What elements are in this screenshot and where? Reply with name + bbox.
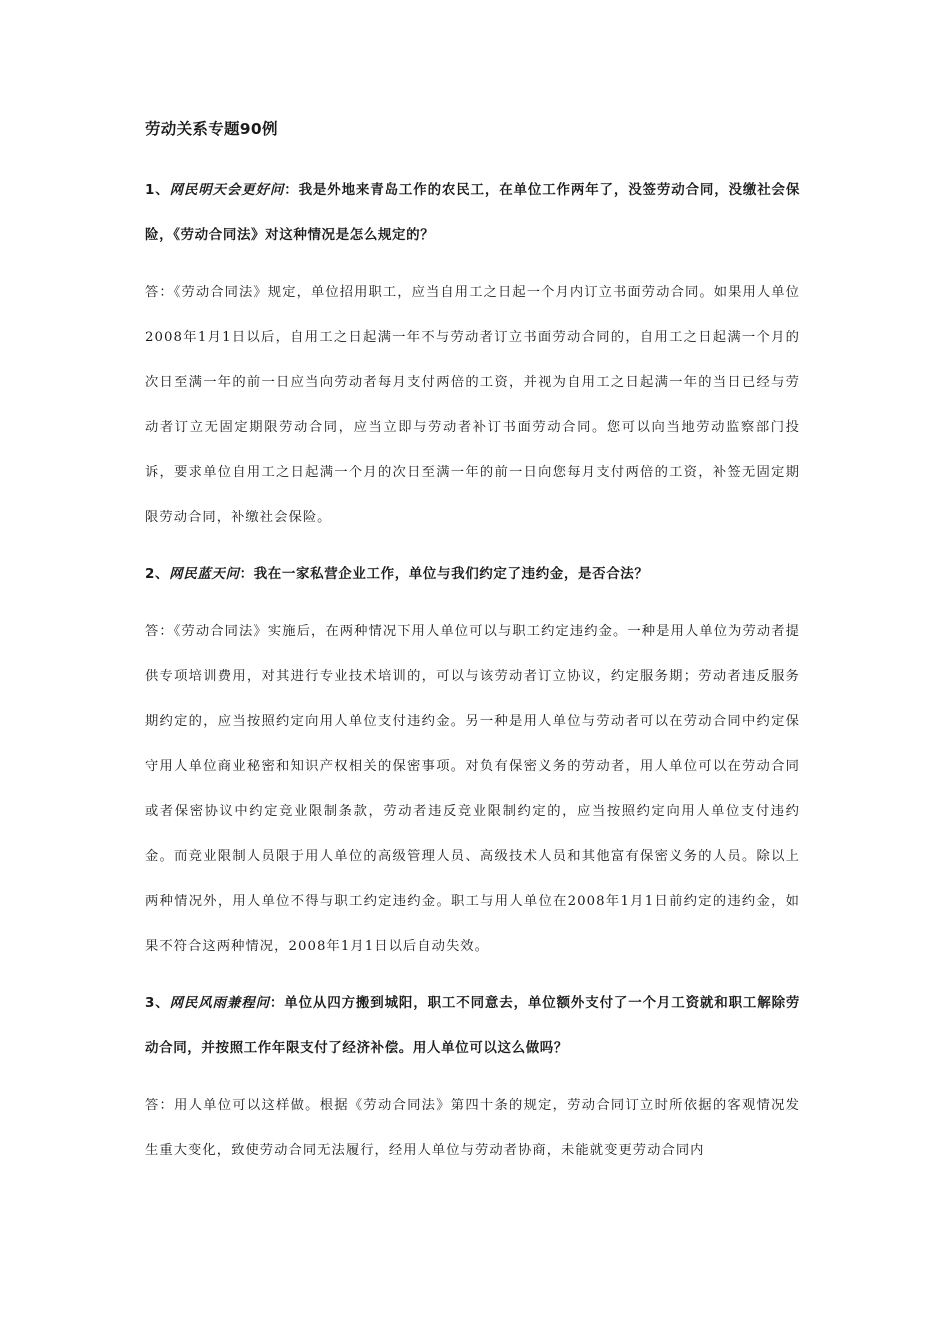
question-number: 3、 [145, 995, 170, 1011]
answer-2: 答：《劳动合同法》实施后，在两种情况下用人单位可以与职工约定违约金。一种是用人单位为劳动者提供专项培训费用，对其进行专业技术培训的，可以与该劳动者订立协议，约定服务期；劳动者违反服务期约定的，应当按照约定向用人单位支付违约金。另一种是用人单位与劳动者可以在劳动合同中约定保守用人单位商业秘密和知识产权相关的保密事项。对负有保密义务的劳动者，用人单位可以在劳动合同或者保密协议中约定竞业限制条款，劳动者违反竞业限制约定的，应当按照约定向用人单位支付违约金。而竞业限制人员限于用人单位的高级管理人员、高级技术人员和其他富有保密义务的人员。除以上两种情况外，用人单位不得与职工约定违约金。职工与用人单位在2008年1月1日前约定的违约金，如果不符合这两种情况，2008年1月1日以后自动失效。 [145, 624, 800, 954]
question-3 [145, 981, 800, 1071]
question-text: ：我是外地来青岛工作的农民工，在单位工作两年了，没签劳动合同，没缴社会保险，《劳动合同法》对这种情况是怎么规定的？ [145, 182, 800, 243]
question-asker: 网民蓝天问 [169, 566, 240, 582]
question-number: 1、 [145, 182, 170, 198]
question-2 [145, 552, 800, 597]
question-number: 2、 [145, 566, 170, 582]
answer-3: 答：用人单位可以这样做。根据《劳动合同法》第四十条的规定，劳动合同订立时所依据的客观情况发生重大变化，致使劳动合同无法履行，经用人单位与劳动者协商，未能就变更劳动合同内 [145, 1098, 800, 1158]
question-asker: 网民风雨兼程问 [169, 995, 270, 1011]
question-text: ：单位从四方搬到城阳，职工不同意去，单位额外支付了一个月工资就和职工解除劳动合同，并按照工作年限支付了经济补偿。用人单位可以这么做吗？ [145, 995, 801, 1056]
document-title: 劳动关系专题90例 [145, 120, 278, 138]
document-page [145, 118, 800, 1185]
question-text: ：我在一家私营企业工作，单位与我们约定了违约金，是否合法？ [239, 566, 649, 582]
question-1 [145, 168, 800, 258]
answer-1: 答：《劳动合同法》规定，单位招用职工，应当自用工之日起一个月内订立书面劳动合同。如果用人单位2008年1月1日以后，自用工之日起满一年不与劳动者订立书面劳动合同的，自用工之日起满一个月的次日至满一年的前一日应当向劳动者每月支付两倍的工资，并视为自用工之日起满一年的当日已经与劳动者订立无固定期限劳动合同，应当立即与劳动者补订书面劳动合同。您可以向当地劳动监察部门投诉，要求单位自用工之日起满一个月的次日至满一年的前一日向您每月支付两倍的工资，补签无固定期限劳动合同，补缴社会保险。 [145, 285, 800, 525]
question-asker: 网民明天会更好问 [169, 182, 285, 198]
